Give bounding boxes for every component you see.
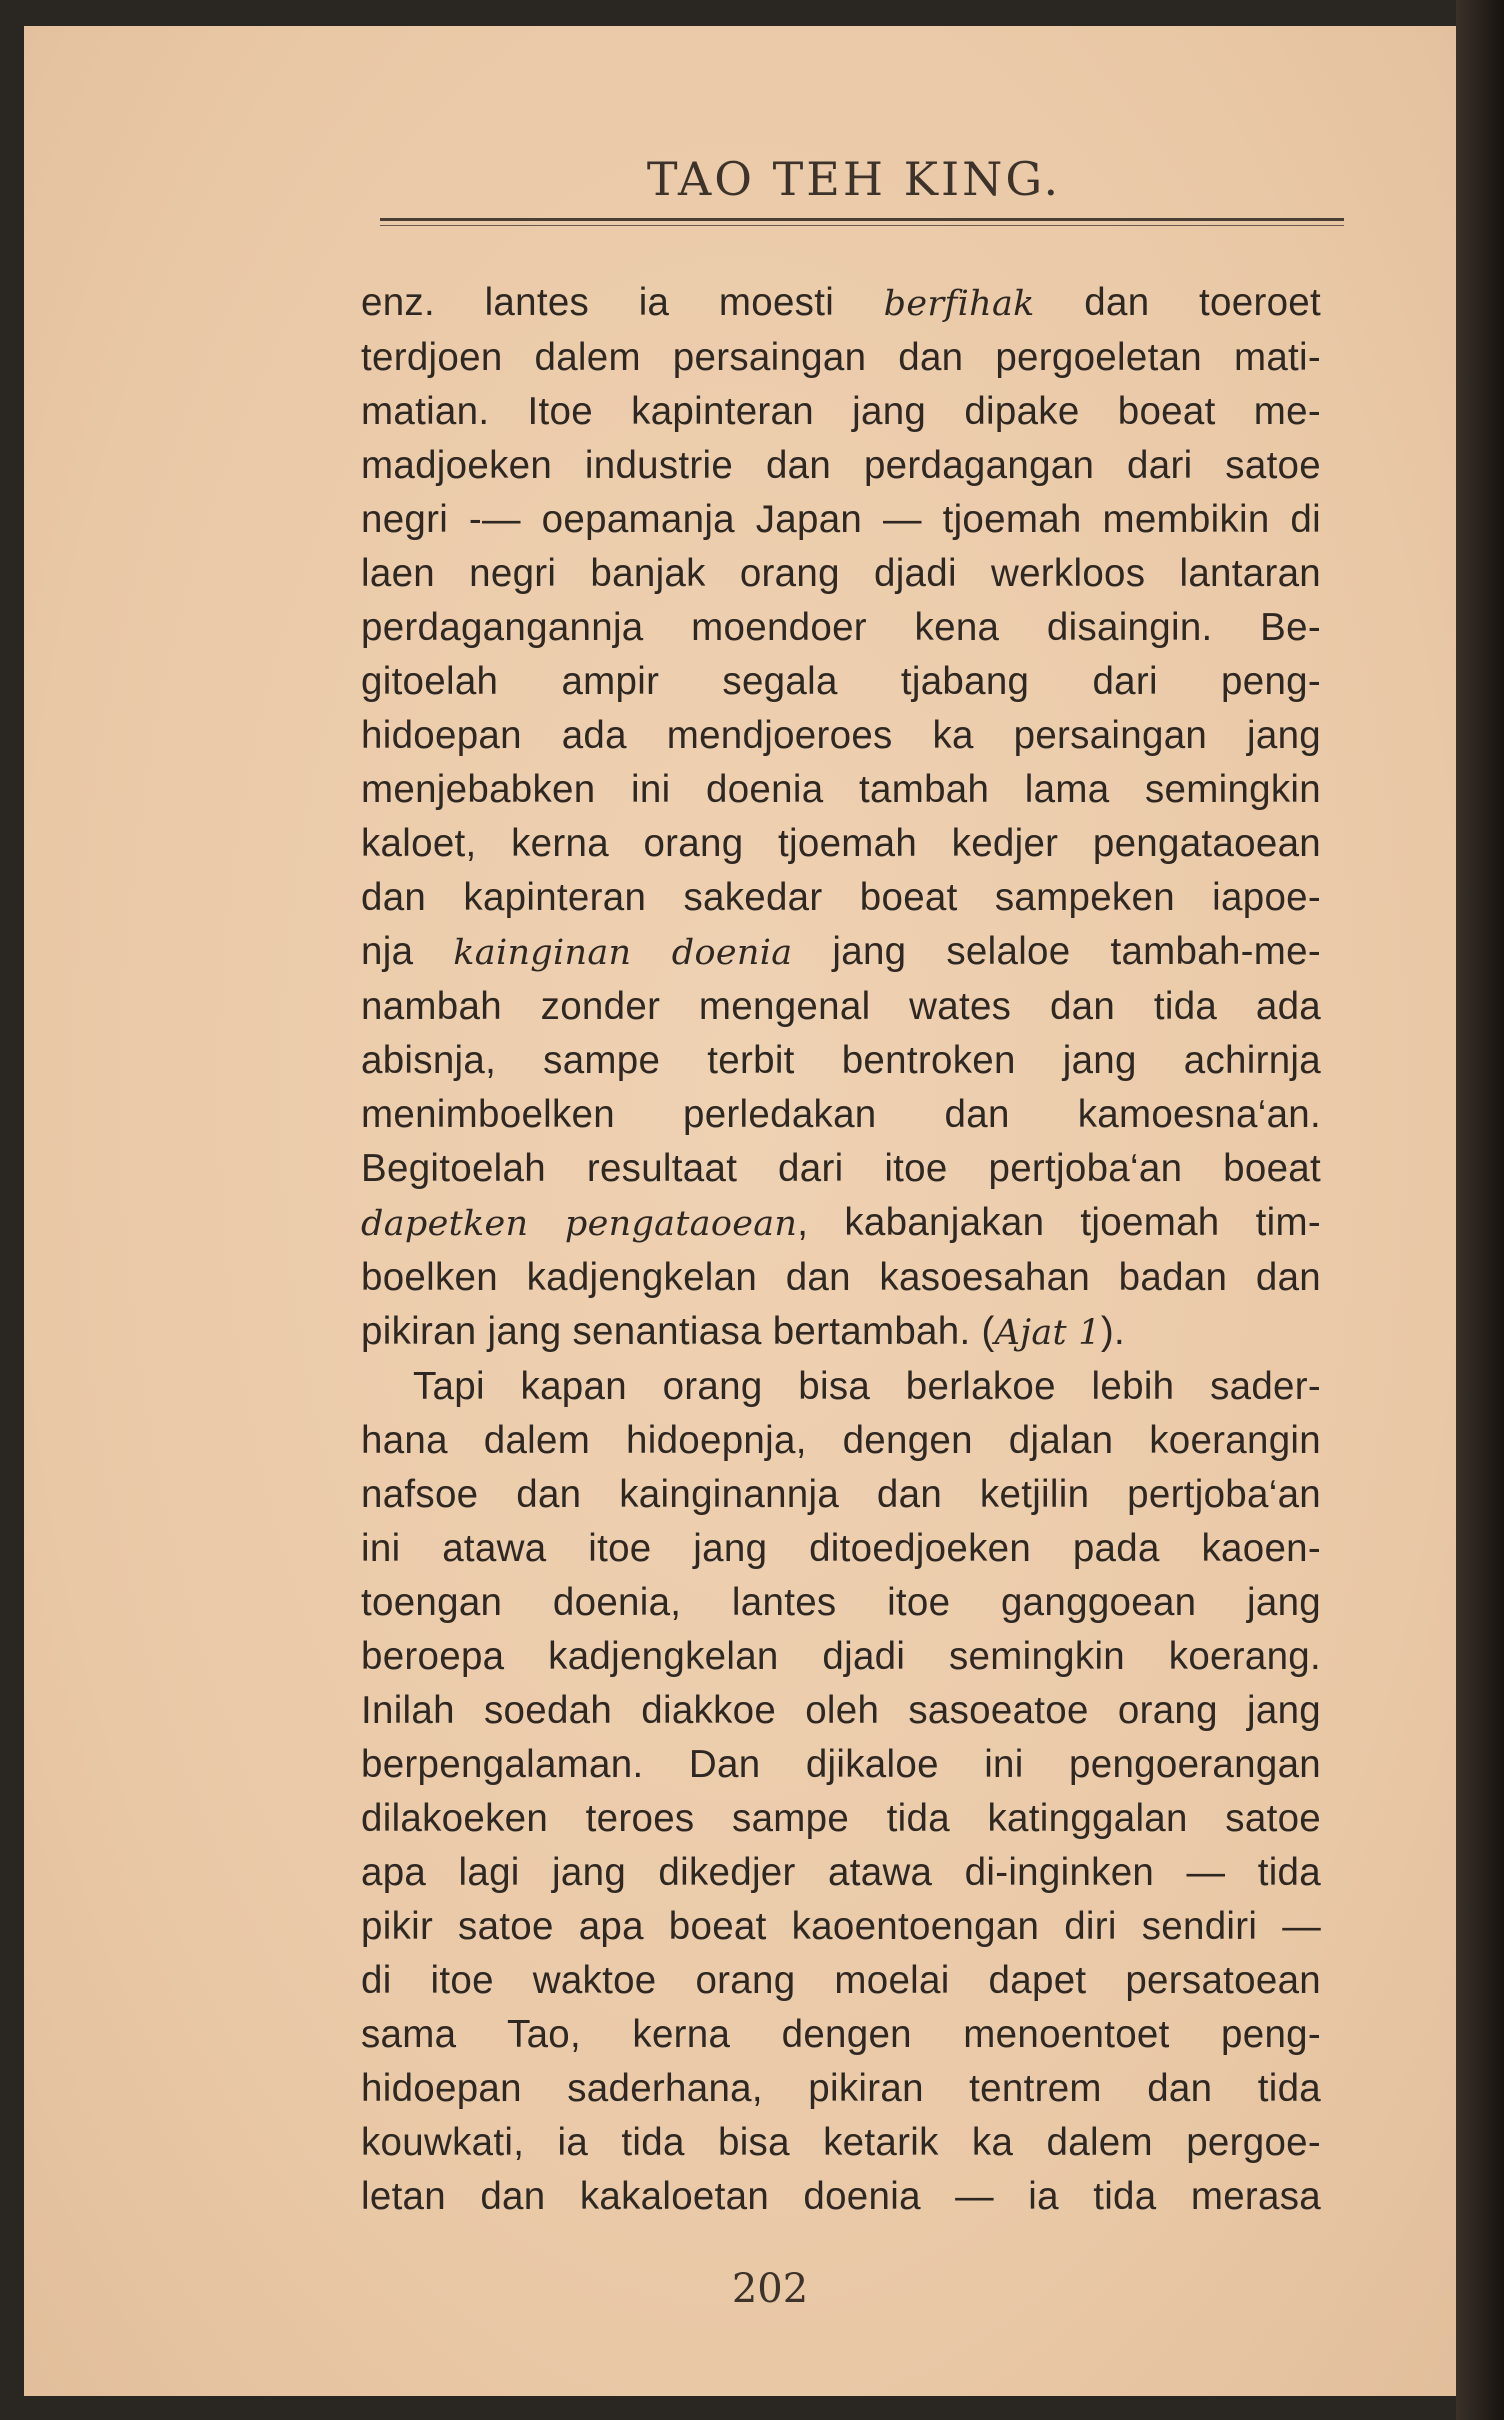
text-segment: nja [361, 930, 454, 973]
text-line: boelken kadjengkelan dan kasoesahan badan dan [361, 1256, 1321, 1299]
italic-phrase: dapetken pengataoean [361, 1204, 798, 1244]
text-line: hana dalem hidoepnja, dengen djalan koerangin [361, 1419, 1321, 1462]
running-header [354, 126, 1354, 236]
text-line: negri -— oepamanja Japan — tjoemah membikin di [361, 498, 1321, 541]
text-line: abisnja, sampe terbit bentroken jang achirnja [361, 1039, 1321, 1082]
text-line: kaloet, kerna orang tjoemah kedjer pengataoean [361, 822, 1321, 865]
text-line: nafsoe dan kainginannja dan ketjilin pertjoba‘an [361, 1473, 1321, 1516]
text-line: hidoepan ada mendjoeroes ka persaingan jang [361, 714, 1321, 757]
text-line: matian. Itoe kapinteran jang dipake boeat me- [361, 390, 1321, 433]
text-line: dilakoeken teroes sampe tida katinggalan satoe [361, 1797, 1321, 1840]
book-binding-edge [1456, 0, 1504, 2420]
text-line: madjoeken industrie dan perdagangan dari satoe [361, 444, 1321, 487]
text-line: toengan doenia, lantes itoe ganggoean jang [361, 1581, 1321, 1624]
text-line: dan kapinteran sakedar boeat sampeken iapoe- [361, 876, 1321, 919]
text-segment: pikiran jang senantiasa bertambah. ( [361, 1310, 995, 1353]
book-page [24, 26, 1456, 2396]
body-text [361, 276, 1321, 2224]
text-segment: jang selaloe tambah-me- [792, 930, 1322, 973]
text-line: nambah zonder mengenal wates dan tida ada [361, 985, 1321, 1028]
text-line: di itoe waktoe orang moelai dapet persatoean [361, 1959, 1321, 2002]
text-line: letan dan kakaloetan doenia — ia tida merasa [361, 2175, 1321, 2218]
text-line [361, 1196, 1321, 1251]
italic-phrase: kainginan doenia [453, 933, 793, 973]
italic-phrase: berfihak [883, 284, 1035, 324]
header-rule-thin [380, 225, 1344, 226]
text-line: Begitoelah resultaat dari itoe pertjoba‘an boeat [361, 1147, 1321, 1190]
text-line: menjebabken ini doenia tambah lama semingkin [361, 768, 1321, 811]
text-line [361, 925, 1321, 980]
text-line [361, 1305, 1321, 1360]
text-line: hidoepan saderhana, pikiran tentrem dan tida [361, 2067, 1321, 2110]
text-segment: , kabanjakan tjoemah tim- [797, 1201, 1321, 1244]
text-line [361, 276, 1321, 331]
text-line: laen negri banjak orang djadi werkloos lantaran [361, 552, 1321, 595]
text-line: perdagangannja moendoer kena disaingin. Be- [361, 606, 1321, 649]
text-line: apa lagi jang dikedjer atawa di-inginken — tida [361, 1851, 1321, 1894]
text-line: menimboelken perledakan dan kamoesna‘an. [361, 1093, 1321, 1136]
page-number: 202 [731, 2266, 809, 2312]
text-line: Tapi kapan orang bisa berlakoe lebih sader- [413, 1365, 1321, 1408]
italic-phrase: Ajat 1 [994, 1313, 1101, 1353]
text-segment: ). [1100, 1310, 1125, 1353]
text-line: pikir satoe apa boeat kaoentoengan diri sendiri — [361, 1905, 1321, 1948]
text-line: kouwkati, ia tida bisa ketarik ka dalem pergoe- [361, 2121, 1321, 2164]
text-line: beroepa kadjengkelan djadi semingkin koerang. [361, 1635, 1321, 1678]
text-segment: dan toeroet [1034, 281, 1321, 324]
header-title: TAO TEH KING. [646, 152, 1062, 206]
text-segment: enz. lantes ia moesti [361, 281, 884, 324]
text-line: terdjoen dalem persaingan dan pergoeletan mati- [361, 336, 1321, 379]
text-line: berpengalaman. Dan djikaloe ini pengoerangan [361, 1743, 1321, 1786]
text-line: sama Tao, kerna dengen menoentoet peng- [361, 2013, 1321, 2056]
text-line: Inilah soedah diakkoe oleh sasoeatoe orang jang [361, 1689, 1321, 1732]
header-rule [380, 218, 1344, 221]
text-line: gitoelah ampir segala tjabang dari peng- [361, 660, 1321, 703]
text-line: ini atawa itoe jang ditoedjoeken pada kaoen- [361, 1527, 1321, 1570]
